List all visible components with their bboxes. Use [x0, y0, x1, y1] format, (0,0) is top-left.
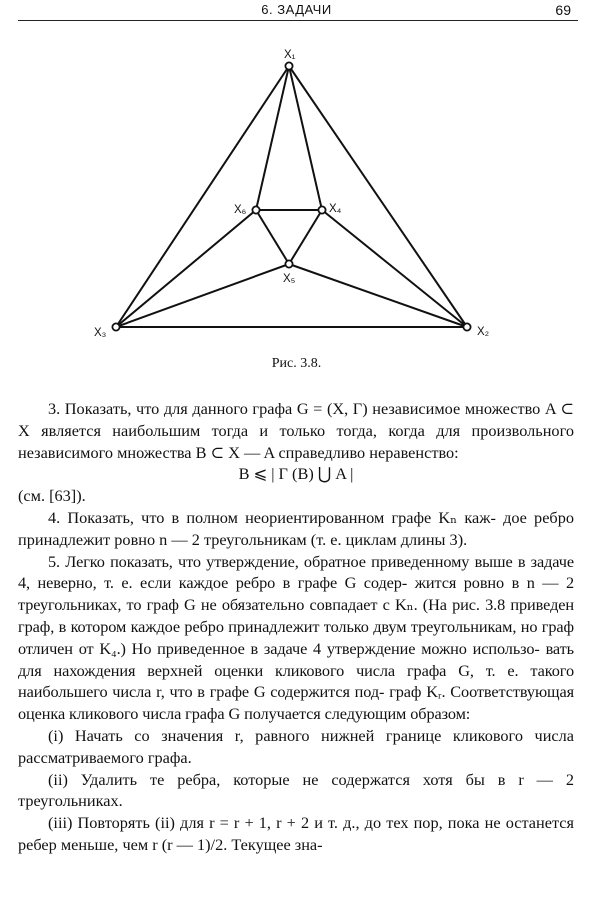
edge-x1-x4 [289, 66, 322, 210]
edge-x5-x6 [256, 210, 289, 264]
chapter-title: 6. ЗАДАЧИ [261, 2, 332, 17]
text-line: получается следующим образом: [244, 704, 471, 724]
problem-3 [18, 398, 574, 463]
text-line: 4. Показать, что в полном неориентированном графе Kₙ каж- [48, 507, 496, 527]
edge-x1-x2 [289, 66, 467, 327]
edge-x1-x3 [116, 66, 289, 327]
text-line: справедливо неравенство: [278, 442, 459, 462]
text-line: когда для произвольного независимого множества B ⊂ X — A [18, 420, 574, 462]
edge-x3-x6 [116, 210, 256, 327]
edge-x2-x5 [289, 264, 467, 327]
page-number: 69 [555, 2, 571, 18]
vertex-x1 [285, 62, 292, 69]
text-line: (i) Начать со значения r, равного нижней границе кликового [48, 725, 523, 745]
running-head [0, 0, 593, 22]
vertex-x6 [252, 206, 259, 213]
edge-x1-x6 [256, 66, 289, 210]
vertex-x4 [318, 206, 325, 213]
text-line: 3. Показать, что для данного графа G = (X, Γ) независимое [48, 399, 461, 418]
label-x1: X₁ [284, 49, 296, 61]
edge-x3-x5 [116, 264, 289, 327]
text-line: треугольниках. [18, 791, 123, 811]
step-iii [18, 812, 574, 856]
inequality: B ⩽ | Γ (B) ⋃ A | [238, 464, 354, 484]
text-line: совпадает с Kₙ. (На рис. 3.8 приведен граф, в котором каждое [18, 595, 574, 636]
label-x6: X₆ [234, 204, 247, 216]
text-line: числа рассматриваемого графа. [18, 725, 574, 767]
problem-4 [18, 507, 574, 551]
figure-caption: Рис. 3.8. [271, 356, 322, 371]
label-x3: X₃ [94, 327, 107, 339]
edge-x2-x4 [322, 210, 467, 327]
text-line: жится ровно в n — 2 треугольниках, то граф G не обязательно [18, 573, 574, 615]
label-x2: X₂ [477, 326, 490, 338]
problem-5 [18, 551, 574, 725]
vertex-x5 [285, 260, 292, 267]
text-line: дое ребро принадлежит ровно n — 2 треугольникам (т. е. циклам [18, 507, 574, 549]
edge-x4-x5 [289, 210, 322, 264]
label-x5: X₅ [283, 273, 296, 285]
step-ii [18, 769, 574, 813]
graph-figure [0, 30, 593, 350]
header-rule [18, 20, 578, 21]
vertex-x3 [112, 323, 119, 330]
text-line: (ii) Удалить те ребра, которые не содержатся хотя бы в r — 2 [48, 769, 574, 789]
label-x4: X₄ [329, 203, 342, 215]
text-line: вать для нахождения верхней оценки кликового числа графа G, [18, 638, 574, 680]
text-line: выше в задаче 4, неверно, т. е. если каждое ребро в графе G содер- [18, 551, 574, 593]
text-line: пока не останется ребер меньше, чем r (r — 1)/2. Текущее зна- [18, 813, 574, 854]
citation: (см. [63]). [18, 486, 86, 506]
text-line: 5. Легко показать, что утверждение, обратное приведенному [48, 551, 470, 571]
text-line: т. е. такого наибольшего числа r, что в графе G содержится под- [18, 660, 574, 702]
text-line: (iii) Повторять (ii) для r = r + 1, r + 2 и т. д., до тех пор, [48, 813, 443, 833]
text-line: ребро принадлежит только двум треугольникам, но граф отличен [18, 616, 574, 658]
text-line: от K₄.) Но приведенное в задаче 4 утверждение можно использо- [78, 638, 540, 658]
text-line: граф Kᵣ. Соответствующая оценка кликового числа графа G [18, 682, 574, 724]
text-line: длины 3). [400, 529, 468, 549]
text-line: множество A ⊂ X является наибольшим тогда и только тогда, [18, 399, 574, 440]
step-i [18, 725, 574, 769]
body-text [18, 398, 574, 856]
vertex-x2 [463, 323, 470, 330]
